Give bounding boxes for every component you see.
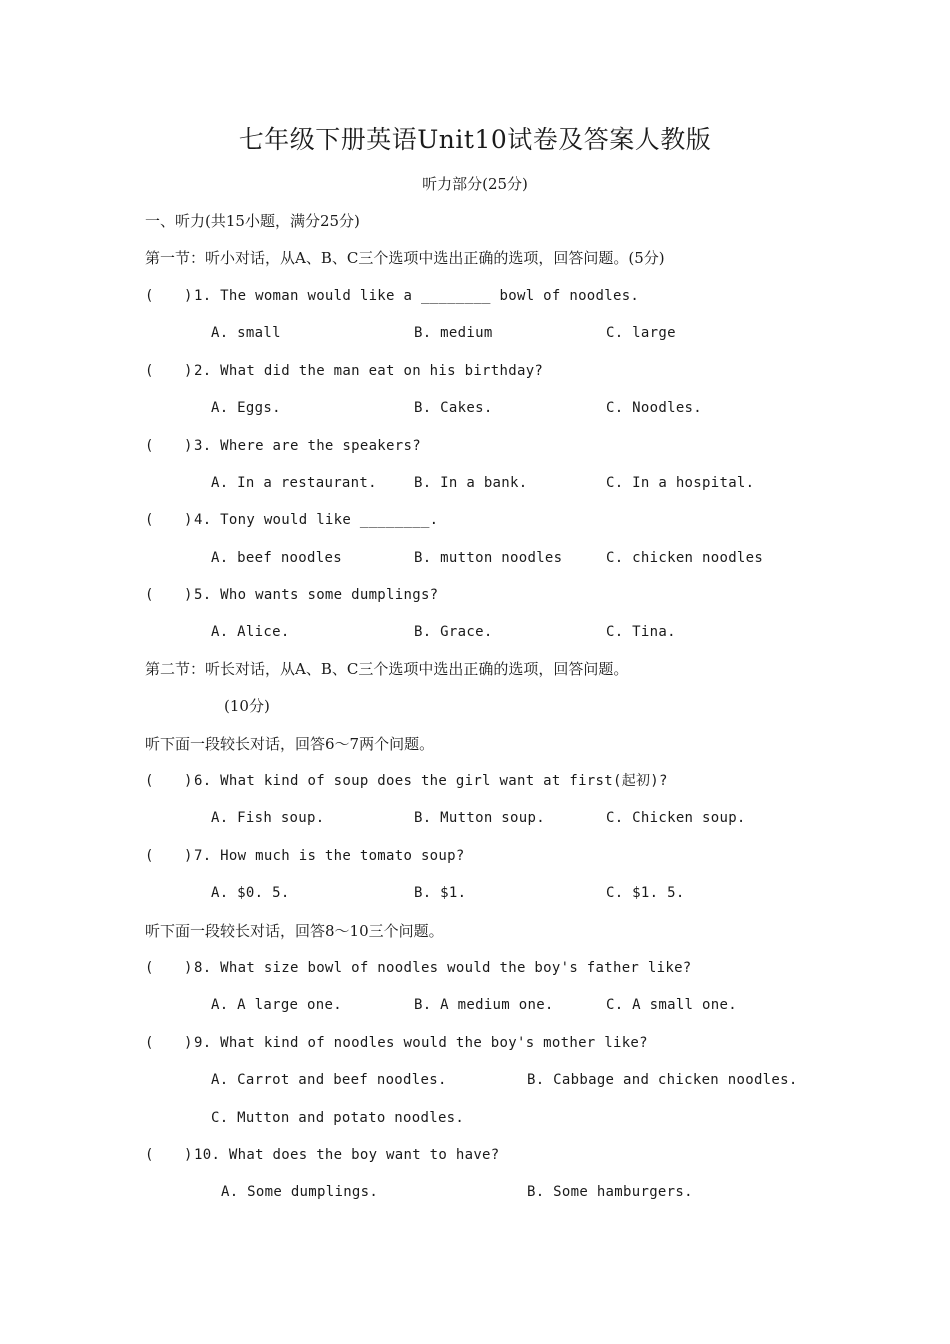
question-7-option-c: C. $1. 5. [606, 885, 685, 901]
answer-paren-close: ) [184, 848, 193, 864]
question-9-option-b: B. Cabbage and chicken noodles. [527, 1072, 798, 1088]
answer-paren-open: ( [145, 438, 154, 454]
section1-heading: 第一节：听小对话，从A、B、C三个选项中选出正确的选项，回答问题。(5分) [145, 249, 665, 267]
answer-paren-close: ) [184, 960, 193, 976]
instruction-q8-10: 听下面一段较长对话，回答8～10三个问题。 [145, 922, 444, 940]
part1-heading: 一、听力(共15小题，满分25分) [145, 212, 360, 230]
question-10-option-a: A. Some dumplings. [221, 1184, 379, 1200]
question-5-option-a: A. Alice. [211, 624, 290, 640]
question-10-stem: 10. What does the boy want to have? [194, 1147, 500, 1163]
question-1-option-b: B. medium [414, 325, 493, 341]
answer-paren-close: ) [184, 1035, 193, 1051]
question-8-option-a: A. A large one. [211, 997, 342, 1013]
question-8-stem: 8. What size bowl of noodles would the boy's father like? [194, 960, 692, 976]
question-3-option-a: A. In a restaurant. [211, 475, 377, 491]
answer-paren-close: ) [184, 288, 193, 304]
answer-paren-close: ) [184, 773, 193, 789]
question-9-option-c: C. Mutton and potato noodles. [211, 1110, 465, 1126]
document-title: 七年级下册英语Unit10试卷及答案人教版 [238, 125, 712, 154]
answer-paren-open: ( [145, 363, 154, 379]
question-2-option-b: B. Cakes. [414, 400, 493, 416]
question-3-option-c: C. In a hospital. [606, 475, 755, 491]
question-4-stem: 4. Tony would like ________. [194, 512, 439, 528]
answer-paren-open: ( [145, 848, 154, 864]
section2-heading: 第二节：听长对话，从A、B、C三个选项中选出正确的选项，回答问题。 [145, 660, 629, 678]
answer-paren-close: ) [184, 512, 193, 528]
answer-paren-open: ( [145, 1147, 154, 1163]
question-4-option-a: A. beef noodles [211, 550, 342, 566]
answer-paren-open: ( [145, 1035, 154, 1051]
question-5-stem: 5. Who wants some dumplings? [194, 587, 439, 603]
question-2-stem: 2. What did the man eat on his birthday? [194, 363, 544, 379]
question-6-option-c: C. Chicken soup. [606, 810, 746, 826]
answer-paren-open: ( [145, 288, 154, 304]
question-7-option-b: B. $1. [414, 885, 467, 901]
answer-paren-open: ( [145, 773, 154, 789]
question-7-option-a: A. $0. 5. [211, 885, 290, 901]
question-2-option-a: A. Eggs. [211, 400, 281, 416]
question-1-option-c: C. large [606, 325, 676, 341]
question-8-option-c: C. A small one. [606, 997, 737, 1013]
question-2-option-c: C. Noodles. [606, 400, 703, 416]
answer-paren-close: ) [184, 587, 193, 603]
listening-subtitle: 听力部分(25分) [422, 175, 528, 193]
question-4-option-b: B. mutton noodles [414, 550, 563, 566]
question-3-stem: 3. Where are the speakers? [194, 438, 421, 454]
answer-paren-open: ( [145, 512, 154, 528]
question-9-stem: 9. What kind of noodles would the boy's mother like? [194, 1035, 648, 1051]
question-1-option-a: A. small [211, 325, 281, 341]
question-5-option-c: C. Tina. [606, 624, 676, 640]
question-9-option-a: A. Carrot and beef noodles. [211, 1072, 447, 1088]
answer-paren-close: ) [184, 1147, 193, 1163]
question-6-stem: 6. What kind of soup does the girl want at first(起初)? [194, 773, 668, 789]
question-6-option-b: B. Mutton soup. [414, 810, 545, 826]
question-4-option-c: C. chicken noodles [606, 550, 764, 566]
answer-paren-close: ) [184, 363, 193, 379]
question-3-option-b: B. In a bank. [414, 475, 528, 491]
question-1-stem: 1. The woman would like a ________ bowl of noodles. [194, 288, 640, 304]
section2-score: (10分) [224, 697, 270, 715]
answer-paren-open: ( [145, 587, 154, 603]
question-7-stem: 7. How much is the tomato soup? [194, 848, 465, 864]
instruction-q6-7: 听下面一段较长对话，回答6～7两个问题。 [145, 735, 435, 753]
answer-paren-open: ( [145, 960, 154, 976]
question-5-option-b: B. Grace. [414, 624, 493, 640]
question-6-option-a: A. Fish soup. [211, 810, 325, 826]
answer-paren-close: ) [184, 438, 193, 454]
question-10-option-b: B. Some hamburgers. [527, 1184, 693, 1200]
question-8-option-b: B. A medium one. [414, 997, 554, 1013]
